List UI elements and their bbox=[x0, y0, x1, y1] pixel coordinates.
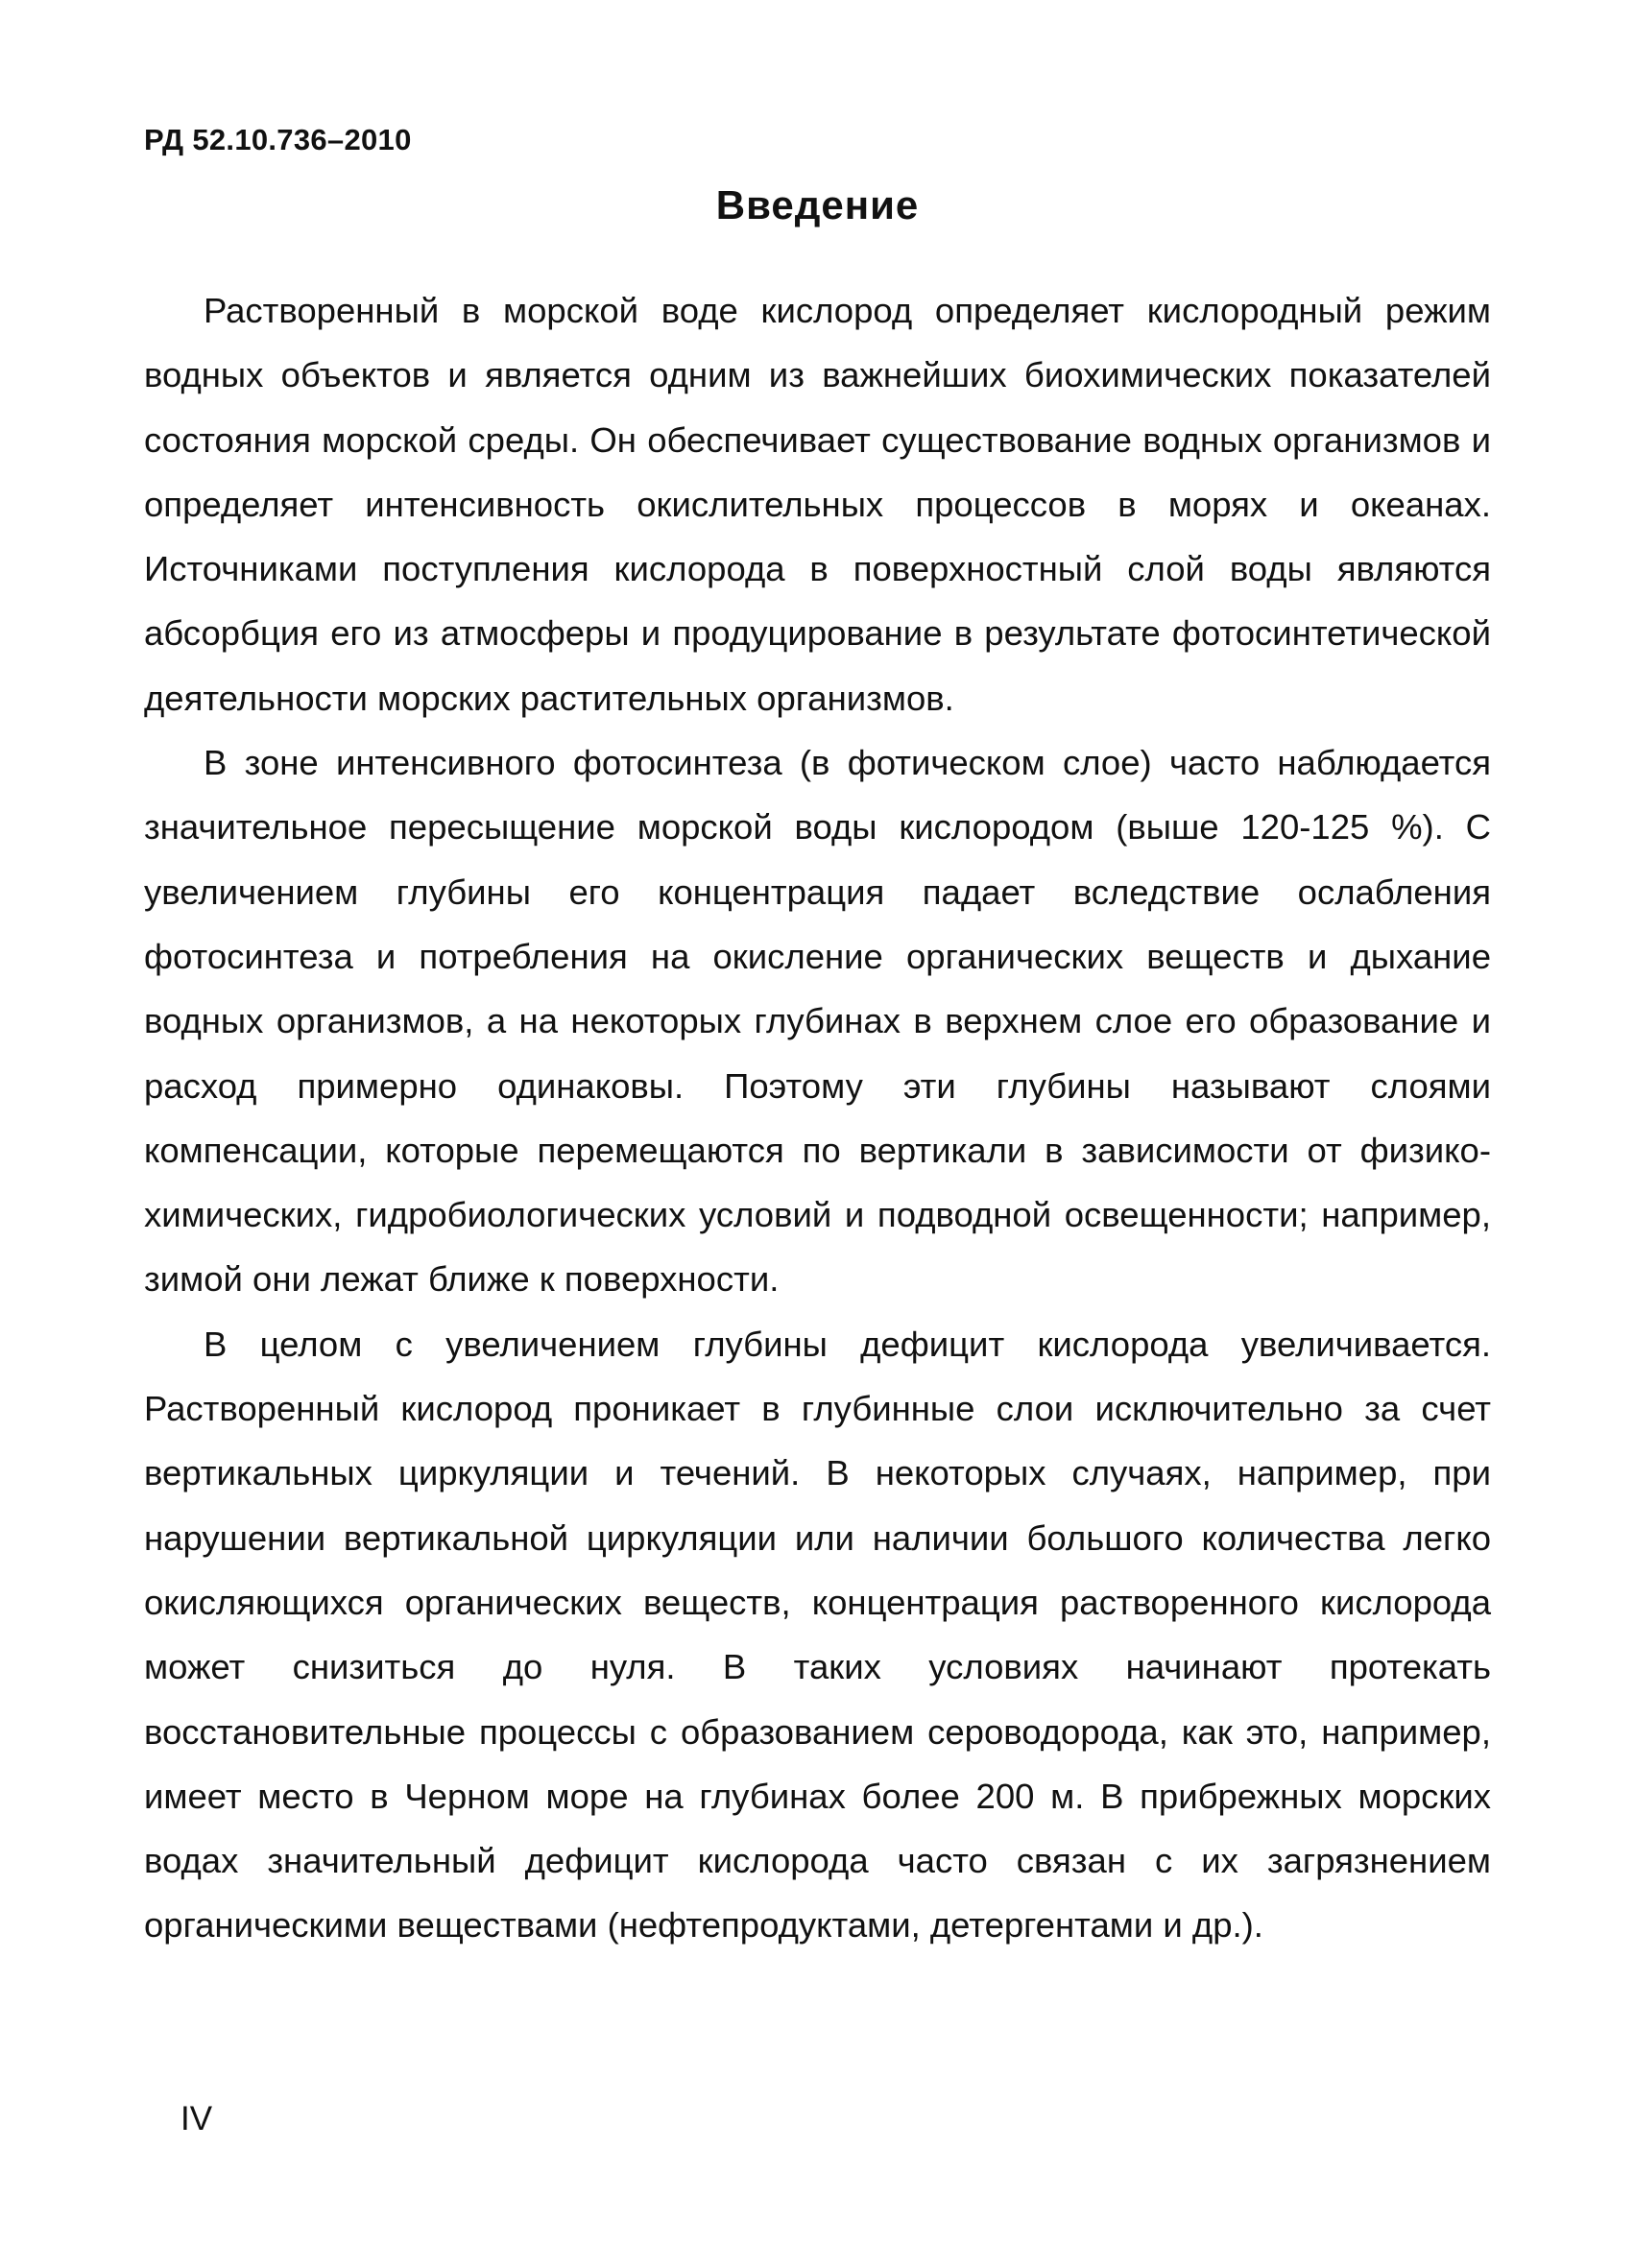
page-number: IV bbox=[180, 2100, 213, 2137]
section-title: Введение bbox=[715, 182, 920, 227]
body-text bbox=[144, 278, 1491, 1958]
paragraph-2: В зоне интенсивного фотосинтеза (в фотическом слое) часто наблюдается значительное пересыщение морской воды кислородом (выше 120-125 %). С увеличением глубины его концентрация падает вследствие ослабления фотосинтеза и потребления на окисление органических веществ и дыхание водных организмов, а на некоторых глубинах в верхнем слое его образование и расход примерно одинаковы. Поэтому эти глубины называют слоями компенсации, которые перемещаются по вертикали в зависимости от физико-химических, гидробиологических условий и подводной освещенности; например, зимой они лежат ближе к поверхности. bbox=[144, 743, 1491, 1300]
paragraph-1: Растворенный в морской воде кислород определяет кислородный режим водных объектов и является одним из важнейших биохимических показателей состояния морской среды. Он обеспечивает существование водных организмов и определяет интенсивность окислительных процессов в морях и океанах. Источниками поступления кислорода в поверхностный слой воды являются абсорбция его из атмосферы и продуцирование в результате фотосинтетической деятельности морских растительных организмов. bbox=[144, 291, 1491, 718]
document-code: РД 52.10.736–2010 bbox=[144, 123, 412, 156]
paragraph-3: В целом с увеличением глубины дефицит кислорода увеличивается. Растворенный кислород проникает в глубинные слои исключительно за счет вертикальных циркуляции и течений. В некоторых случаях, например, при нарушении вертикальной циркуляции или наличии большого количества легко окисляющихся органических веществ, концентрация растворенного кислорода может снизиться до нуля. В таких условиях начинают протекать восстановительные процессы с образованием сероводорода, как это, например, имеет место в Черном море на глубинах более 200 м. В прибрежных морских водах значительный дефицит кислорода часто связан с их загрязнением органическими веществами (нефтепродуктами, детергентами и др.). bbox=[144, 1324, 1491, 1946]
